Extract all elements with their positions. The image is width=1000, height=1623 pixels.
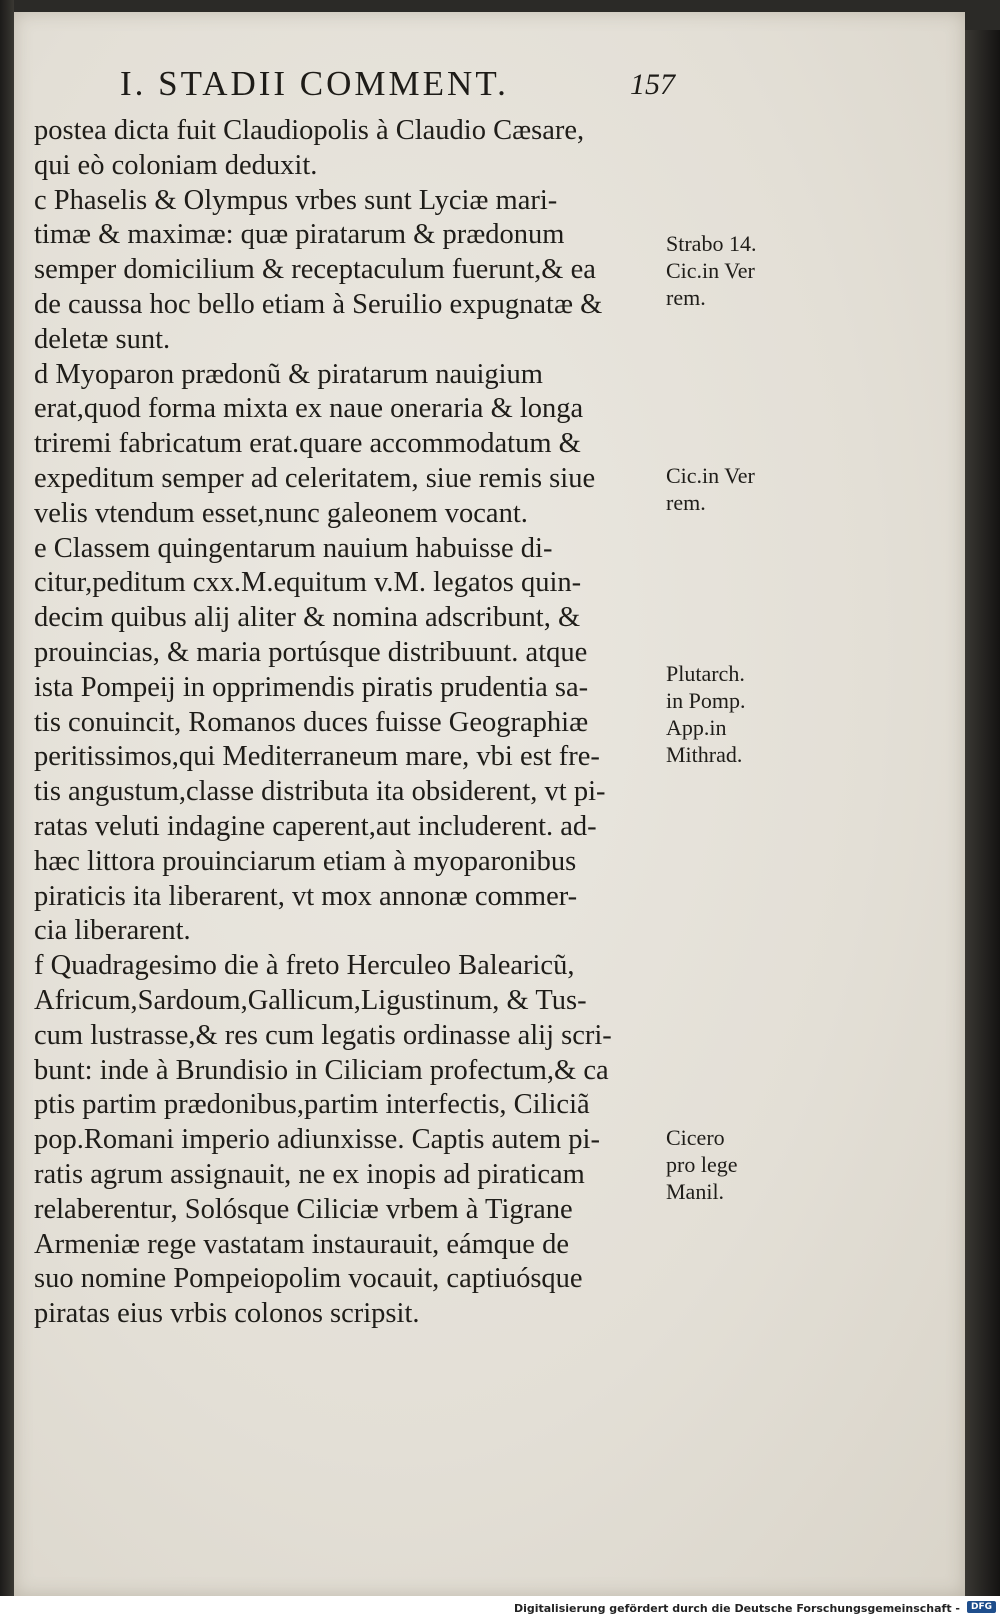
text-line: Armeniæ rege vastatam instaurauit, eámque de xyxy=(34,1228,569,1260)
text-line: ratas veluti indagine caperent,aut includerent. ad- xyxy=(34,810,597,842)
running-header: I. STADII COMMENT. xyxy=(120,64,509,103)
text-line: relaberentur, Solósque Ciliciæ vrbem à Tigrane xyxy=(34,1193,573,1225)
margin-note-plutarch: Plutarch. in Pomp. App.in Mithrad. xyxy=(666,661,746,767)
text-line: peritissimos,qui Mediterraneum mare, vbi est fre- xyxy=(34,741,600,773)
text-line: velis vtendum esset,nunc galeonem vocant. xyxy=(34,497,528,529)
text-line: piraticis ita liberarent, vt mox annonæ commer- xyxy=(34,880,578,912)
dfg-logo: DFG xyxy=(967,1601,996,1613)
margin-note-cicero-manil: Cicero pro lege Manil. xyxy=(666,1125,738,1204)
text-line: c Phaselis & Olympus vrbes sunt Lyciæ mari- xyxy=(34,184,558,216)
text-line: ptis partim prædonibus,partim interfectis, Ciliciã xyxy=(34,1089,590,1121)
text-line: prouincias, & maria portúsque distribuunt. atque xyxy=(34,636,588,668)
text-line: piratas eius vrbis colonos scripsit. xyxy=(34,1298,420,1330)
text-line: postea dicta fuit Claudiopolis à Claudio Cæsare, xyxy=(34,115,585,146)
text-line: d Myoparon prædonũ & piratarum nauigium xyxy=(34,358,543,390)
text-line: timæ & maximæ: quæ piratarum & prædonum xyxy=(34,219,565,251)
text-line: qui eò coloniam deduxit. xyxy=(34,149,318,181)
text-line: expeditum semper ad celeritatem, siue remis siue xyxy=(34,462,596,494)
main-text-column xyxy=(34,114,664,1332)
text-line: triremi fabricatum erat.quare accommodatum & xyxy=(34,428,581,460)
text-line: hæc littora prouinciarum etiam à myoparonibus xyxy=(34,845,577,877)
text-line: ista Pompeij in opprimendis piratis prudentia sa- xyxy=(34,671,589,703)
text-line: erat,quod forma mixta ex naue oneraria & longa xyxy=(34,393,584,425)
text-line: pop.Romani imperio adiunxisse. Captis autem pi- xyxy=(34,1124,600,1156)
text-line: de caussa hoc bello etiam à Seruilio expugnatæ & xyxy=(34,288,603,320)
text-line: suo nomine Pompeiopolim vocauit, captiuósque xyxy=(34,1263,583,1295)
text-line: Africum,Sardoum,Gallicum,Ligustinum, & Tus- xyxy=(34,984,587,1016)
footer-bar xyxy=(0,1596,1000,1623)
text-line: tis conuincit, Romanos duces fuisse Geographiæ xyxy=(34,706,589,738)
text-line: cia liberarent. xyxy=(34,915,191,947)
text-line: ratis agrum assignauit, ne ex inopis ad piraticam xyxy=(34,1158,585,1190)
book-gutter-left xyxy=(0,0,14,1596)
text-line: decim quibus alij aliter & nomina adscribunt, & xyxy=(34,602,581,634)
text-line: deletæ sunt. xyxy=(34,323,171,355)
text-line: citur,peditum cxx.M.equitum v.M. legatos quin- xyxy=(34,567,582,599)
text-line: semper domicilium & receptaculum fuerunt,& ea xyxy=(34,254,596,286)
book-edge-right xyxy=(965,30,1000,1596)
text-line: e Classem quingentarum nauium habuisse di- xyxy=(34,532,553,564)
text-line: bunt: inde à Brundisio in Ciliciam profectum,& ca xyxy=(34,1054,609,1086)
text-line: cum lustrasse,& res cum legatis ordinasse alij scri- xyxy=(34,1019,612,1051)
text-line: tis angustum,classe distributa ita obsiderent, vt pi- xyxy=(34,776,606,808)
digitization-credit: Digitalisierung gefördert durch die Deutsche Forschungsgemeinschaft - xyxy=(513,1602,960,1615)
margin-note-strabo: Strabo 14. Cic.in Ver rem. xyxy=(666,231,757,310)
margin-note-cicero-verrem: Cic.in Ver rem. xyxy=(666,463,755,515)
page-number: 157 xyxy=(630,68,675,101)
text-line: f Quadragesimo die à freto Herculeo Balearicũ, xyxy=(34,950,575,982)
